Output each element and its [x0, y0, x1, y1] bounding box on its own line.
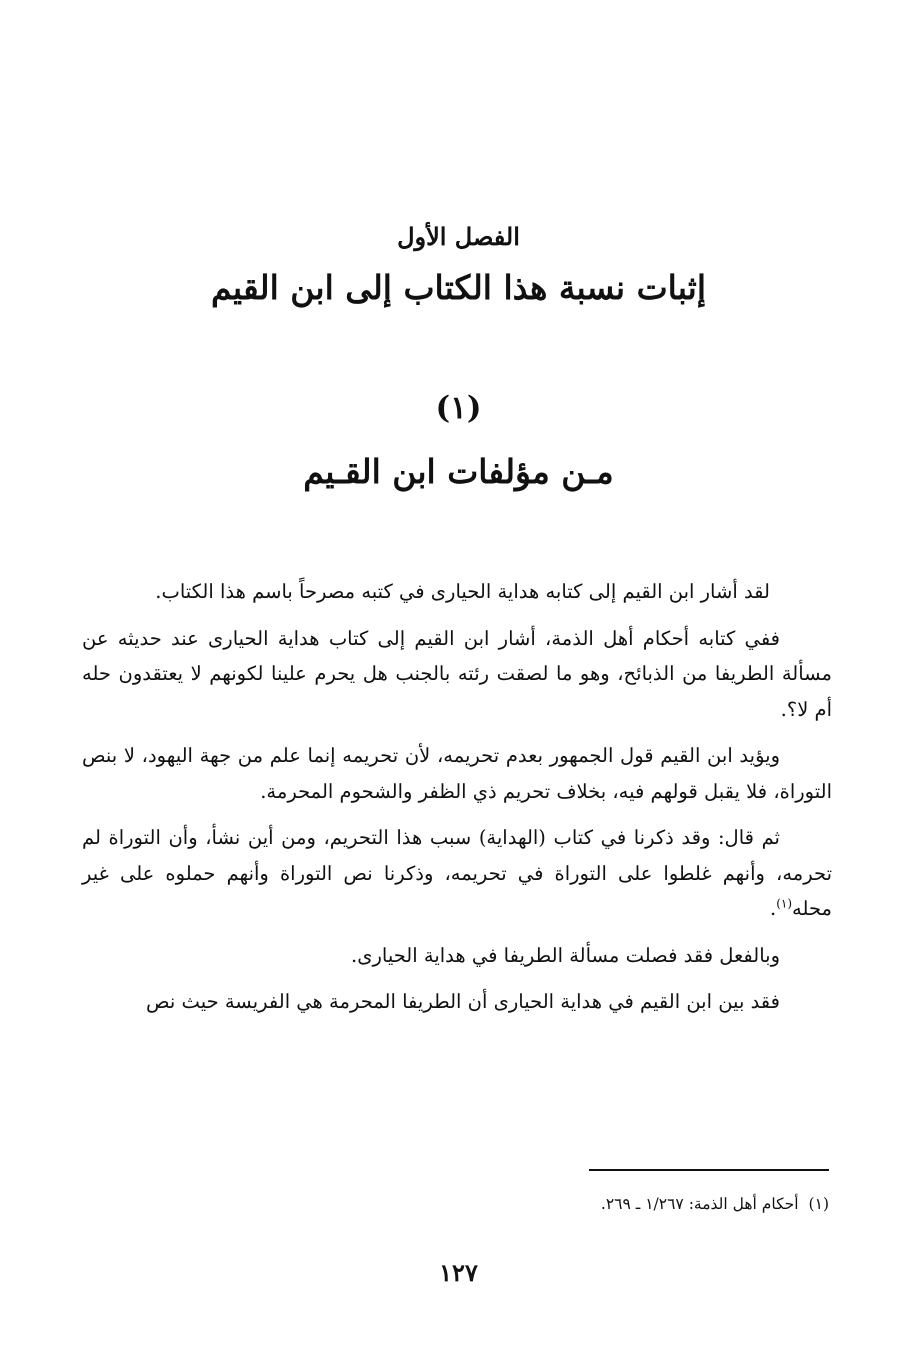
footnote-divider	[589, 1169, 829, 1171]
paragraph	[82, 820, 832, 927]
page-number: ١٢٧	[439, 1258, 478, 1287]
chapter-label: الفصل الأول	[397, 222, 520, 251]
paragraph-end: .	[770, 897, 777, 920]
footnote-reference[interactable]: (١)	[776, 896, 793, 911]
section-title: مـن مؤلفات ابن القـيم	[303, 452, 614, 491]
body-text	[82, 574, 832, 1031]
paragraph: ويؤيد ابن القيم قول الجمهور بعدم تحريمه، لأن تحريمه إنما علم من جهة اليهود، لا بنص التوراة، فلا يقبل قولهم فيه، بخلاف تحريم ذي الظفر والشحوم المحرمة.	[82, 744, 832, 803]
footnote-text: أحكام أهل الذمة: ١/٢٦٧ ـ ٢٦٩.	[600, 1195, 799, 1213]
section-number: (١)	[435, 390, 482, 426]
footnote-number: (١)	[808, 1195, 829, 1213]
paragraph: فقد بين ابن القيم في هداية الحيارى أن الطريفا المحرمة هي الفريسة حيث نص	[146, 990, 780, 1013]
footnote	[89, 1192, 829, 1216]
paragraph: وبالفعل فقد فصلت مسألة الطريفا في هداية الحيارى.	[351, 943, 780, 967]
paragraph-text: ثم قال: وقد ذكرنا في كتاب (الهداية) سبب هذا التحريم، ومن أين نشأ، وأن التوراة لم تحرمه، وأنهم غلطوا على التوراة في تحريمه، وذكرنا نص التوراة وأنهم حملوه على غير محله	[82, 826, 832, 920]
paragraph: ففي كتابه أحكام أهل الذمة، أشار ابن القيم إلى كتاب هداية الحيارى عند حديثه عن مسألة الطريفا من الذبائح، وهو ما لصقت رئته بالجنب هل يحرم علينا لكونهم لا يعتقدون حله أم لا؟.	[82, 626, 832, 721]
chapter-title: إثبات نسبة هذا الكتاب إلى ابن القيم	[210, 268, 707, 307]
paragraph: لقد أشار ابن القيم إلى كتابه هداية الحيارى في كتبه مصرحاً باسم هذا الكتاب.	[155, 580, 770, 603]
